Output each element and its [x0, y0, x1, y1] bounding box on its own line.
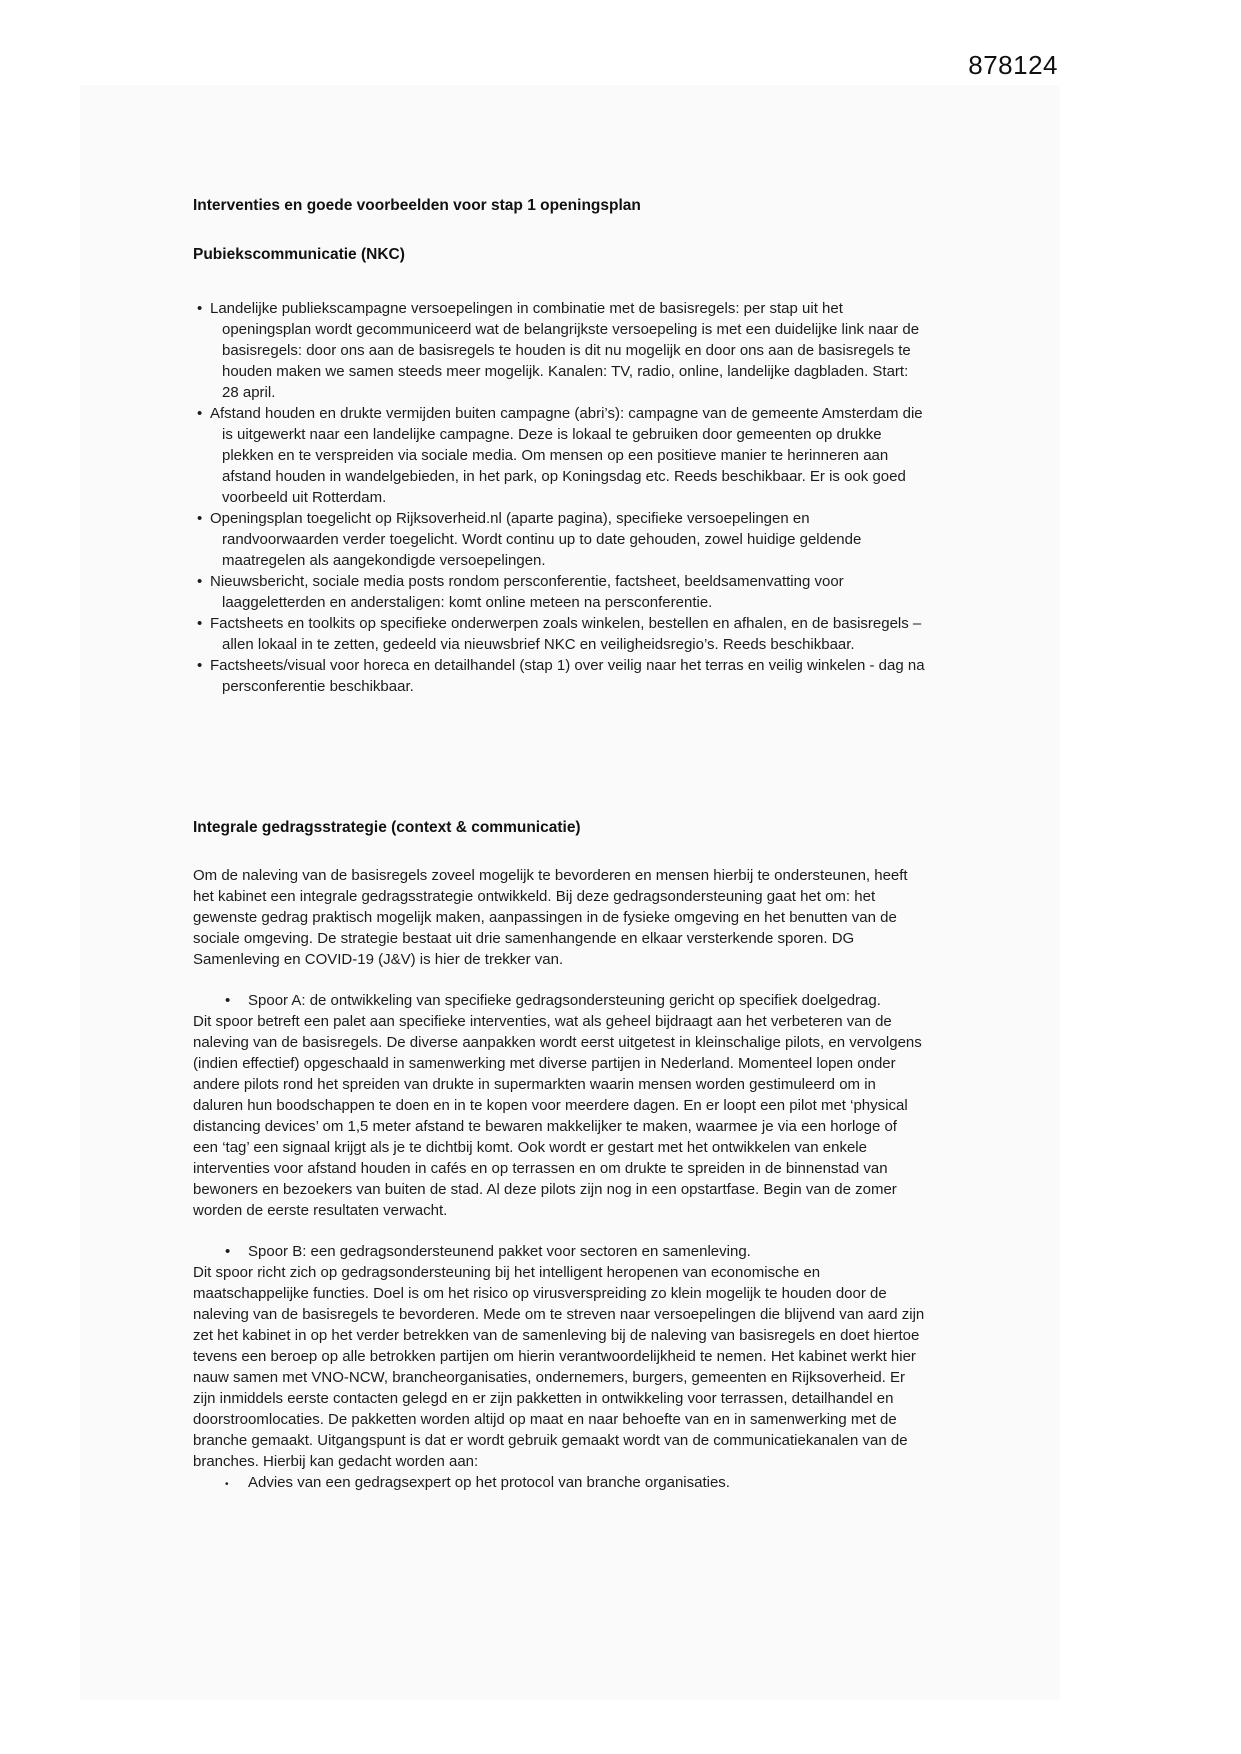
section2-heading: Integrale gedragsstrategie (context & communicatie)	[193, 819, 581, 836]
spoor-b-paragraph: Dit spoor richt zich op gedragsondersteuning bij het intelligent heropenen van economische en maatschappelijke functies. Doel is om het risico op virusverspreiding zo klein mogelijk te houden door de naleving van de basisregels te bevorderen. Mede om te streven naar versoepelingen die blijvend van aard zijn zet het kabinet in op het verder betrekken van de samenleving bij de naleving van basisregels en doet hiertoe tevens een beroep op alle betrokken partijen om hierin verantwoordelijkheid te nemen. Het kabinet werkt hier nauw samen met VNO-NCW, brancheorganisaties, ondernemers, burgers, gemeenten en Rijksoverheid. Er zijn inmiddels eerste contacten gelegd en er zijn pakketten in ontwikkeling voor terrassen, detailhandel en doorstroomlocaties. De pakketten worden altijd op maat en naar behoefte van en in samenwerking met de branche gemaakt. Uitgangspunt is dat er wordt gebruik gemaakt wordt van de communicatiekanalen van de branches. Hierbij kan gedacht worden aan:	[193, 1264, 925, 1470]
section1-bullet-list	[193, 298, 926, 697]
document-content	[193, 0, 926, 1495]
list-item: • Openingsplan toegelicht op Rijksoverheid.nl (aparte pagina), specifieke versoepelingen en randvoorwaarden verder toegelicht. Wordt continu up to date gehouden, zowel huidige geldende maatregelen als aangekondigde versoepelingen.	[193, 508, 926, 571]
main-heading: Interventies en goede voorbeelden voor stap 1 openingsplan	[193, 197, 641, 214]
section2-intro-paragraph: Om de naleving van de basisregels zoveel mogelijk te bevorderen en mensen hierbij te ondersteunen, heeft het kabinet een integrale gedragsstrategie ontwikkeld. Bij deze gedragsondersteuning gaat het om: het gewenste gedrag praktisch mogelijk maken, aanpassingen in de fysieke omgeving en het benutten van de sociale omgeving. De strategie bestaat uit drie samenhangende en elkaar versterkende sporen. DG Samenleving en COVID-19 (J&V) is hier de trekker van.	[193, 867, 908, 968]
section1-heading: Pubiekscommunicatie (NKC)	[193, 246, 405, 263]
list-item: • Factsheets en toolkits op specifieke onderwerpen zoals winkelen, bestellen en afhalen, en de basisregels – allen lokaal in te zetten, gedeeld via nieuwsbrief NKC en veiligheidsregio’s. Reeds beschikbaar.	[193, 613, 926, 655]
list-item: • Nieuwsbericht, sociale media posts rondom persconferentie, factsheet, beeldsamenvatting voor laaggeletterden en anderstaligen: komt online meteen na persconferentie.	[193, 571, 926, 613]
spoor-a-bullet: • Spoor A: de ontwikkeling van specifieke gedragsondersteuning gericht op specifiek doelgedrag.	[193, 990, 926, 1011]
doc-number: 878124	[968, 50, 1058, 80]
spoor-b-bullet: • Spoor B: een gedragsondersteunend pakket voor sectoren en samenleving.	[193, 1241, 926, 1262]
spoor-a-paragraph: Dit spoor betreft een palet aan specifieke interventies, wat als geheel bijdraagt aan het verbeteren van de naleving van de basisregels. De diverse aanpakken wordt eerst uitgetest in kleinschalige pilots, en vervolgens (indien effectief) opgeschaald in samenwerking met diverse partijen in Nederland. Momenteel lopen onder andere pilots rond het spreiden van drukte in supermarkten waarin mensen worden gestimuleerd om in daluren hun boodschappen te doen en in te kopen voor meerdere dagen. En er loopt een pilot met ‘physical distancing devices’ om 1,5 meter afstand te bewaren makkelijker te maken, waarmee je via een horloge of een ‘tag’ een signaal krijgt als je te dichtbij komt. Ook wordt er gestart met het ontwikkelen van enkele interventies voor afstand houden in cafés en op terrassen en om drukte te spreiden in de binnenstad van bewoners en bezoekers van buiten de stad. Al deze pilots zijn nog in een opstartfase. Begin van de zomer worden de eerste resultaten verwacht.	[193, 1013, 922, 1219]
advies-bullet: • Advies van een gedragsexpert op het protocol van branche organisaties.	[193, 1472, 926, 1495]
list-item: • Landelijke publiekscampagne versoepelingen in combinatie met de basisregels: per stap uit het openingsplan wordt gecommuniceerd wat de belangrijkste versoepeling is met een duidelijke link naar de basisregels: door ons aan de basisregels te houden is dit nu mogelijk en door ons aan de basisregels te houden maken we samen steeds meer mogelijk. Kanalen: TV, radio, online, landelijke dagbladen. Start: 28 april.	[193, 298, 926, 403]
list-item: • Factsheets/visual voor horeca en detailhandel (stap 1) over veilig naar het terras en veilig winkelen - dag na persconferentie beschikbaar.	[193, 655, 926, 697]
list-item: • Afstand houden en drukte vermijden buiten campagne (abri’s): campagne van de gemeente Amsterdam die is uitgewerkt naar een landelijke campagne. Deze is lokaal te gebruiken door gemeenten op drukke plekken en te verspreiden via sociale media. Om mensen op een positieve manier te herinneren aan afstand houden in wandelgebieden, in het park, op Koningsdag etc. Reeds beschikbaar. Er is ook goed voorbeeld uit Rotterdam.	[193, 403, 926, 508]
